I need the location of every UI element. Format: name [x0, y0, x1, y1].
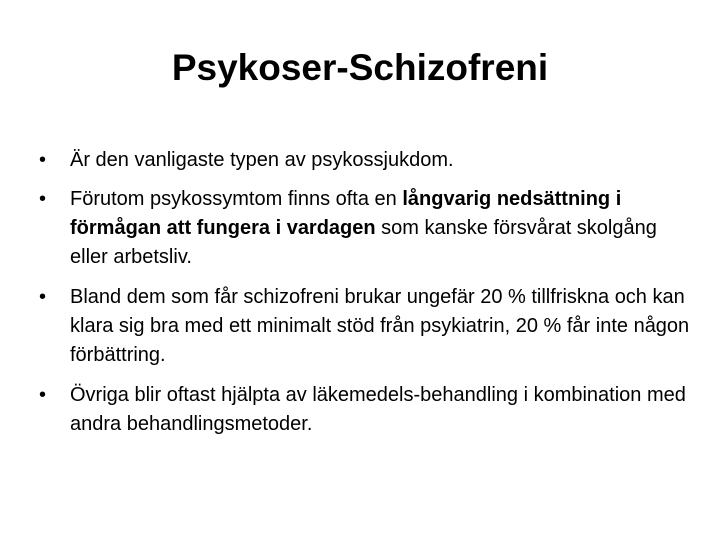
bullet-dot: •: [39, 384, 47, 406]
slide-title: Psykoser-Schizofreni: [171, 47, 549, 88]
bullet-text: [70, 185, 690, 272]
bullet-text: Bland dem som får schizofreni brukar ungefär 20 % tillfriskna och kan klara sig bra med ett minimalt stöd från psykiatrin, 20 % får inte någon förbättring.: [70, 286, 690, 366]
bullet-text-post: som kanske försvårat skolgång eller arbetsliv.: [70, 217, 657, 268]
bullet-text-pre: Förutom psykossymtom finns ofta en: [70, 188, 403, 210]
bullet-dot: •: [39, 149, 47, 171]
bullet-dot: •: [39, 286, 47, 308]
bullet-text-emphasis: långvarig nedsättning i förmågan att fungera i vardagen: [70, 188, 622, 239]
bullet-dot: •: [39, 188, 47, 210]
bullet-text: Övriga blir oftast hjälpta av läkemedels-behandling i kombination med andra behandlingsmetoder.: [70, 384, 686, 435]
bullet-text: Är den vanligaste typen av psykossjukdom.: [70, 149, 454, 171]
